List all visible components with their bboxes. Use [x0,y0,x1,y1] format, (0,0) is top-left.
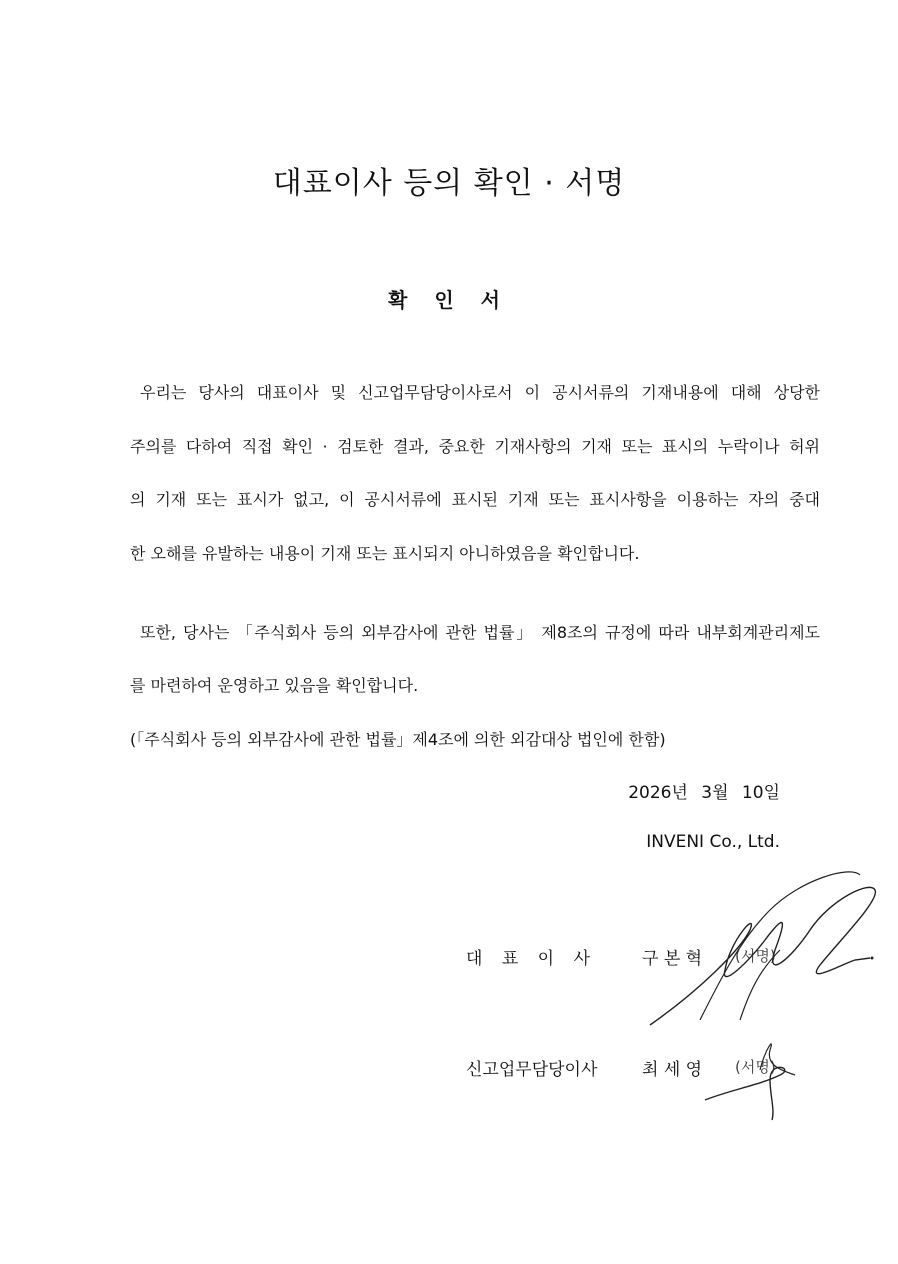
paragraph-line: 의 기재 또는 표시가 없고, 이 공시서류에 표시된 기재 또는 표시사항을 이용하는 자의 중대 [130,490,820,509]
paragraph-line: 주의를 다하여 직접 확인 · 검토한 결과, 중요한 기재사항의 기재 또는 표시의 누락이나 허위 [130,437,820,456]
paragraph-line: 또한, 당사는 「주식회사 등의 외부감사에 관한 법률」 제8조의 규정에 따라 내부회계관리제도 [140,623,820,642]
signer-name: 구 본 혁 [642,949,703,969]
signer-name: 최 세 영 [642,1060,703,1080]
paragraph-line: 를 마련하여 운영하고 있음을 확인합니다. [130,676,419,695]
date: 2026년 3월 10일 [628,783,780,803]
company-name: INVENI Co., Ltd. [646,832,780,852]
document-subtitle: 확 인 서 [388,288,510,312]
signature-placeholder: (서명) [735,947,776,965]
document-title: 대표이사 등의 확인 · 서명 [272,166,626,201]
paragraph-line: 한 오해를 유발하는 내용이 기재 또는 표시되지 아니하였음을 확인합니다. [130,544,640,563]
signature-drawing [700,1030,800,1120]
note: (「주식회사 등의 외부감사에 관한 법률」제4조에 의한 외감대상 법인에 한함) [130,730,666,749]
signer-role: 신고업무담당이사 [466,1060,598,1080]
signer-role: 대 표 이 사 [466,949,590,969]
paragraph-line: 우리는 당사의 대표이사 및 신고업무담당이사로서 이 공시서류의 기재내용에 대해 상당한 [140,383,820,402]
signature-drawing [640,870,880,1030]
signature-placeholder: (서명) [735,1058,776,1076]
